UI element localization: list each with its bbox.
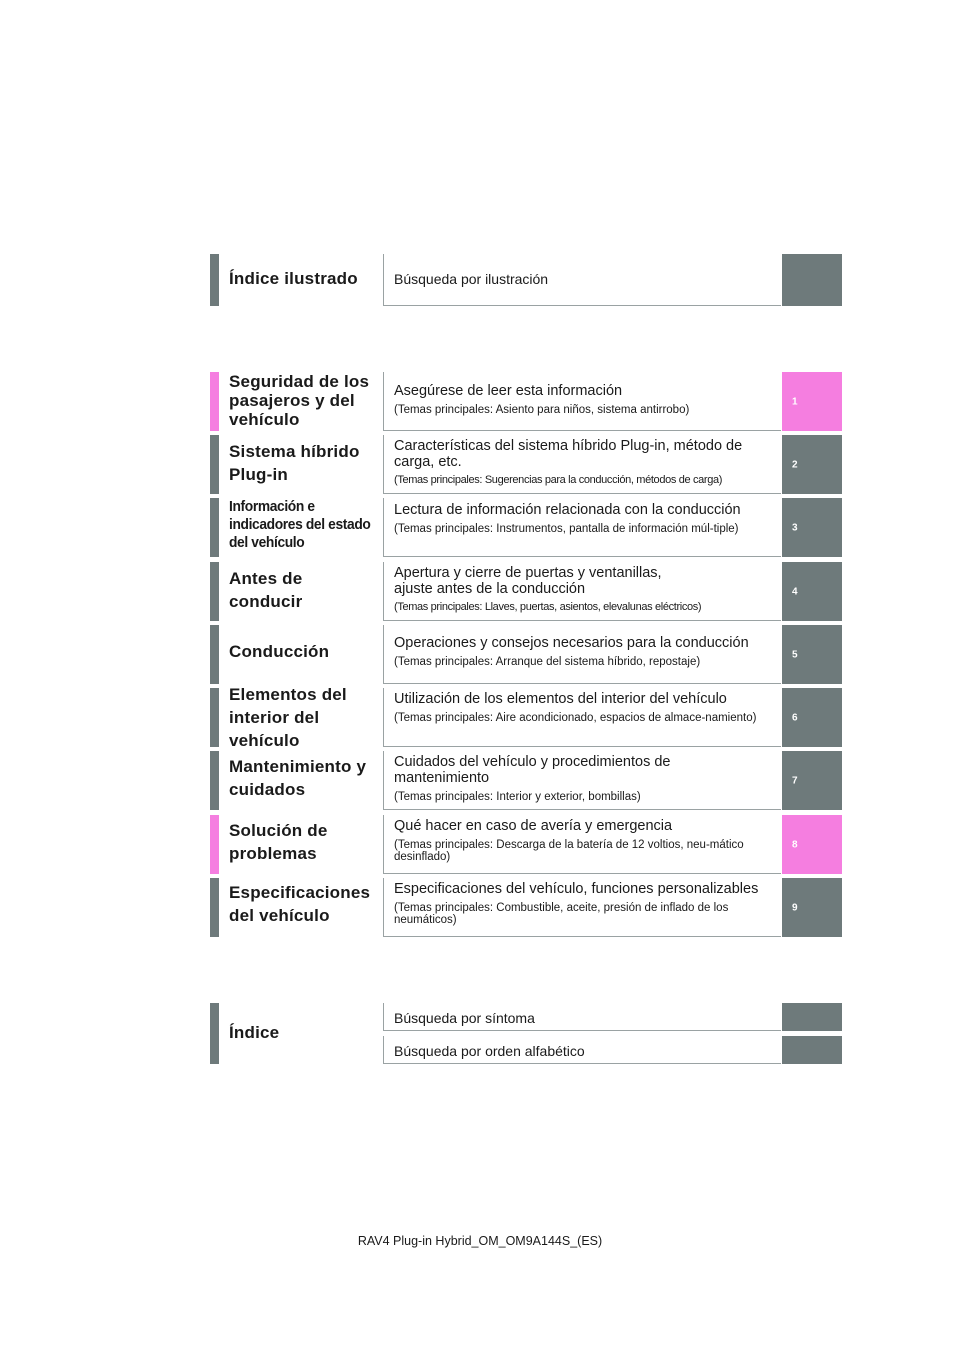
section-row-1[interactable] [210, 372, 842, 431]
section-main-text: Búsqueda por ilustración [394, 271, 549, 287]
section-title: Conducción [229, 642, 330, 661]
section-title: Índice ilustrado [229, 269, 358, 288]
section-bar [210, 751, 219, 810]
chapter-tab-9[interactable] [782, 878, 842, 937]
section-row-6[interactable] [210, 685, 842, 750]
chapter-number: 4 [792, 586, 798, 597]
chapter-number: 5 [792, 649, 798, 660]
section-row-9[interactable] [210, 878, 842, 937]
section-description [383, 878, 781, 937]
section-row-8[interactable] [210, 815, 842, 874]
chapter-tab-5[interactable] [782, 625, 842, 684]
section-description [383, 625, 781, 684]
section-bar [210, 435, 219, 494]
index-tab-alphabetical[interactable] [782, 1036, 842, 1064]
chapter-tab-7[interactable] [782, 751, 842, 810]
section-main-text: Apertura y cierre de puertas y ventanillas, ajuste antes de la conducción [394, 565, 662, 597]
section-sub-text: (Temas principales: Aire acondicionado, espacios de almace-namiento) [394, 712, 757, 724]
chapter-number: 6 [792, 712, 798, 723]
section-bar [210, 878, 219, 937]
section-sub-text: (Temas principales: Llaves, puertas, asientos, elevalunas eléctricos) [394, 601, 702, 613]
section-main-text: Cuidados del vehículo y procedimientos de mantenimiento [394, 754, 671, 786]
section-title: Información e indicadores del estado del vehículo [229, 498, 371, 551]
chapter-number: 2 [792, 459, 798, 470]
section-title: Solución de problemas [229, 821, 328, 863]
section-main-text: Especificaciones del vehículo, funciones personalizables [394, 881, 759, 897]
chapter-tab-4[interactable] [782, 562, 842, 621]
document-footer: RAV4 Plug-in Hybrid_OM_OM9A144S_(ES) [357, 1234, 603, 1248]
section-description [383, 562, 781, 621]
index-tab-symptom[interactable] [782, 1003, 842, 1031]
section-sub-text: (Temas principales: Combustible, aceite, presión de inflado de los neumáticos) [394, 902, 729, 926]
chapter-tab-6[interactable] [782, 688, 842, 747]
section-row-5[interactable] [210, 625, 842, 684]
section-row-4[interactable] [210, 562, 842, 621]
illustrated-index-row[interactable] [210, 254, 842, 306]
section-sub-text: (Temas principales: Sugerencias para la conducción, métodos de carga) [394, 474, 723, 486]
section-bar [210, 688, 219, 747]
index-row [210, 1003, 842, 1064]
section-description [383, 751, 781, 810]
section-main-text: Qué hacer en caso de avería y emergencia [394, 818, 673, 834]
section-description [383, 254, 781, 306]
section-bar [210, 1003, 219, 1064]
section-description [383, 688, 781, 747]
section-main-text: Características del sistema híbrido Plug-in, método de carga, etc. [394, 438, 743, 470]
section-sub-text: (Temas principales: Instrumentos, pantalla de información múl-tiple) [394, 523, 739, 535]
section-row-2[interactable] [210, 435, 842, 494]
chapter-tab-2[interactable] [782, 435, 842, 494]
section-row-7[interactable] [210, 751, 842, 810]
section-title: Mantenimiento y cuidados [229, 757, 367, 799]
section-bar [210, 372, 219, 431]
section-bar [210, 254, 219, 306]
section-main-text: Operaciones y consejos necesarios para la conducción [394, 635, 749, 651]
section-title: Sistema híbrido Plug-in [229, 442, 360, 484]
section-main-text: Utilización de los elementos del interior del vehículo [394, 691, 727, 707]
section-bar [210, 562, 219, 621]
chapter-number: 7 [792, 775, 798, 786]
index-item-symptom[interactable] [383, 1003, 781, 1031]
section-bar [210, 498, 219, 557]
section-title: Antes de conducir [229, 569, 303, 611]
chapter-number: 9 [792, 902, 798, 913]
section-sub-text: (Temas principales: Interior y exterior, bombillas) [394, 791, 641, 803]
chapter-number: 1 [792, 396, 798, 407]
index-item-label: Búsqueda por orden alfabético [394, 1043, 585, 1059]
chapter-tab-3[interactable] [782, 498, 842, 557]
section-sub-text: (Temas principales: Arranque del sistema híbrido, repostaje) [394, 656, 701, 668]
index-item-label: Búsqueda por síntoma [394, 1010, 535, 1026]
section-tab[interactable] [782, 254, 842, 306]
section-main-text: Lectura de información relacionada con la conducción [394, 502, 741, 518]
section-row-3[interactable] [210, 498, 842, 557]
index-title: Índice [229, 1023, 280, 1042]
section-title: Especificaciones del vehículo [229, 883, 371, 925]
section-bar [210, 625, 219, 684]
chapter-number: 3 [792, 522, 798, 533]
section-description [383, 815, 781, 874]
section-description [383, 435, 781, 494]
section-title: Seguridad de los pasajeros y del vehículo [229, 372, 370, 429]
chapter-number: 8 [792, 839, 798, 850]
index-item-alphabetical[interactable] [383, 1036, 781, 1064]
section-sub-text: (Temas principales: Asiento para niños, sistema antirrobo) [394, 404, 690, 416]
section-main-text: Asegúrese de leer esta información [394, 383, 623, 399]
chapter-tab-8[interactable] [782, 815, 842, 874]
section-bar [210, 815, 219, 874]
section-description [383, 498, 781, 557]
section-title: Elementos del interior del vehículo [229, 685, 347, 750]
section-description [383, 372, 781, 431]
chapter-tab-1[interactable] [782, 372, 842, 431]
section-sub-text: (Temas principales: Descarga de la batería de 12 voltios, neu-mático desinflado) [394, 839, 744, 863]
